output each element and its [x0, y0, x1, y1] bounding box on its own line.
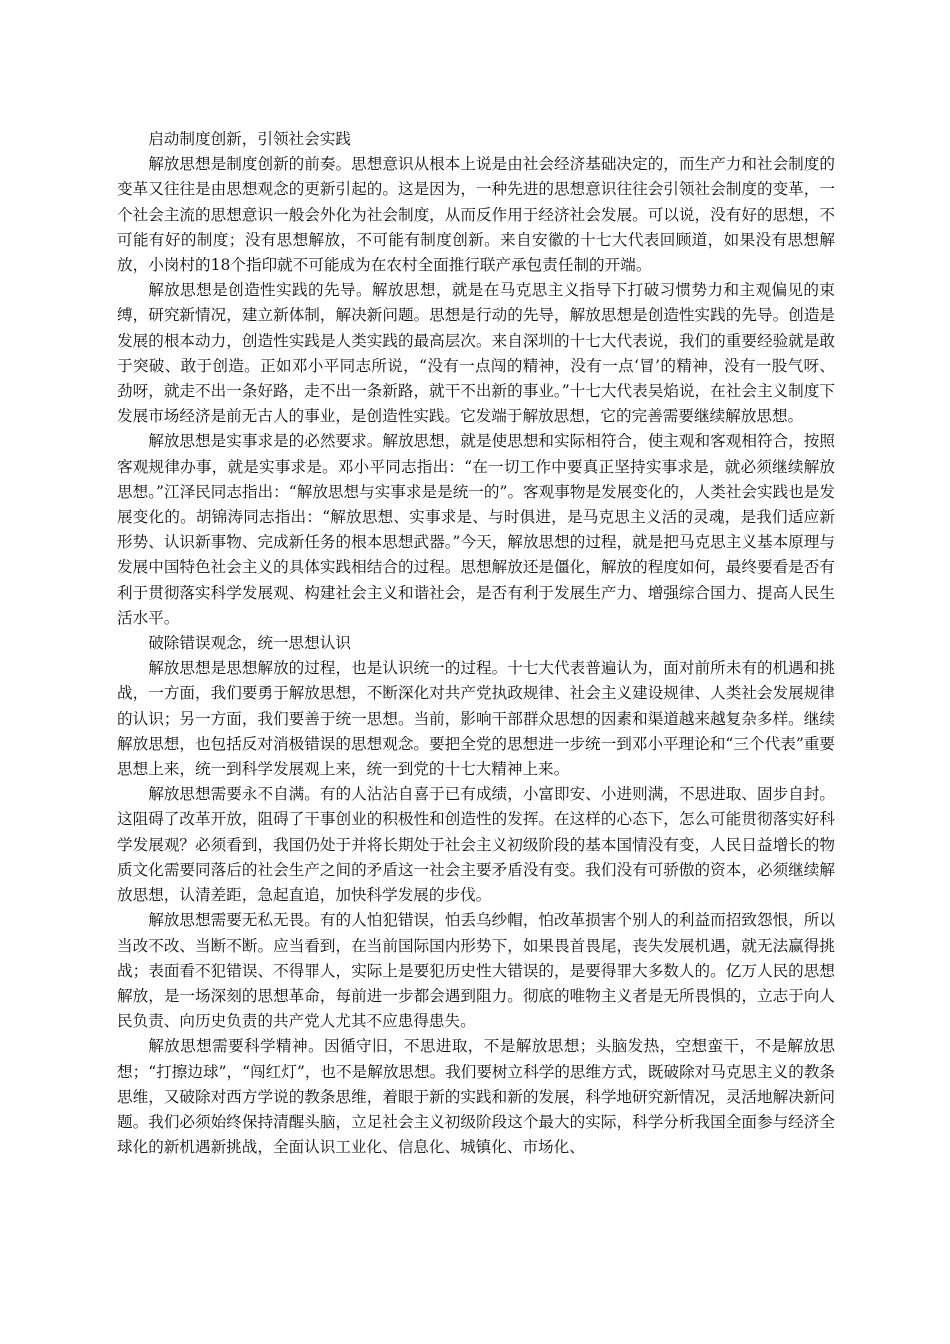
body-paragraph: 解放思想是制度创新的前奏。思想意识从根本上说是由社会经济基础决定的，而生产力和社会制度的变革又往往是由思想观念的更新引起的。这是因为，一种先进的思想意识往往会引领社会制度的变革，一个社会主流的思想意识一般会外化为社会制度，从而反作用于经济社会发展。可以说，没有好的思想，不可能有好的制度；没有思想解放，不可能有制度创新。来自安徽的十七大代表回顾道，如果没有思想解放，小岗村的18个指印就不可能成为在农村全面推行联产承包责任制的开端。	[117, 155, 835, 275]
body-paragraph: 解放思想需要永不自满。有的人沾沾自喜于已有成绩，小富即安、小进则满，不思进取、固步自封。这阻碍了改革开放，阻碍了干事创业的积极性和创造性的发挥。在这样的心态下，怎么可能贯彻落实好科学发展观？必须看到，我国仍处于并将长期处于社会主义初级阶段的基本国情没有变，人民日益增长的物质文化需要同落后的社会生产之间的矛盾这一社会主要矛盾没有变。我们没有可骄傲的资本，必须继续解放思想，认清差距，急起直追，加快科学发展的步伐。	[117, 785, 835, 905]
body-paragraph: 解放思想需要无私无畏。有的人怕犯错误，怕丢乌纱帽，怕改革损害个别人的利益而招致怨恨，所以当改不改、当断不断。应当看到，在当前国际国内形势下，如果畏首畏尾，丧失发展机遇，就无法赢得挑战；表面看不犯错误、不得罪人，实际上是要犯历史性大错误的，是要得罪大多数人的。亿万人民的思想解放，是一场深刻的思想革命，每前进一步都会遇到阻力。彻底的唯物主义者是无所畏惧的，立志于向人民负责、向历史负责的共产党人尤其不应患得患失。	[117, 911, 835, 1031]
body-paragraph: 解放思想需要科学精神。因循守旧，不思进取，不是解放思想；头脑发热，空想蛮干，不是解放思想；“打擦边球”，“闯红灯”，也不是解放思想。我们要树立科学的思维方式，既破除对马克思主义的教条思维，又破除对西方学说的教条思维，着眼于新的实践和新的发展，科学地研究新情况，灵活地解决新问题。我们必须始终保持清醒头脑，立足社会主义初级阶段这个最大的实际，科学分析我国全面参与经济全球化的新机遇新挑战，全面认识工业化、信息化、城镇化、市场化、	[117, 1037, 836, 1157]
body-paragraph: 解放思想是创造性实践的先导。解放思想，就是在马克思主义指导下打破习惯势力和主观偏见的束缚，研究新情况，建立新体制，解决新问题。思想是行动的先导，解放思想是创造性实践的先导。创造是发展的根本动力，创造性实践是人类实践的最高层次。来自深圳的十七大代表说，我们的重要经验就是敢于突破、敢于创造。正如邓小平同志所说，“没有一点闯的精神，没有一点‘冒’的精神，没有一股气呀、劲呀，就走不出一条好路，走不出一条新路，就干不出新的事业。”十七大代表吴焰说，在社会主义制度下发展市场经济是前无古人的事业，是创造性实践。它发端于解放思想，它的完善需要继续解放思想。	[117, 281, 835, 426]
section-heading: 启动制度创新，引领社会实践	[148, 130, 351, 148]
document-page	[117, 127, 835, 1160]
body-paragraph: 解放思想是实事求是的必然要求。解放思想，就是使思想和实际相符合，使主观和客观相符合，按照客观规律办事，就是实事求是。邓小平同志指出：“在一切工作中要真正坚持实事求是，就必须继续解放思想。”江泽民同志指出：“解放思想与实事求是是统一的”。客观事物是发展变化的，人类社会实践也是发展变化的。胡锦涛同志指出：“解放思想、实事求是、与时俱进，是马克思主义活的灵魂，是我们适应新形势、认识新事物、完成新任务的根本思想武器。”今天，解放思想的过程，就是把马克思主义基本原理与发展中国特色社会主义的具体实践相结合的过程。思想解放还是僵化，解放的程度如何，最终要看是否有利于贯彻落实科学发展观、构建社会主义和谐社会，是否有利于发展生产力、增强综合国力、提高人民生活水平。	[117, 432, 835, 627]
section-heading: 破除错误观念，统一思想认识	[148, 634, 351, 653]
body-paragraph: 解放思想是思想解放的过程，也是认识统一的过程。十七大代表普遍认为，面对前所未有的机遇和挑战，一方面，我们要勇于解放思想，不断深化对共产党执政规律、社会主义建设规律、人类社会发展规律的认识；另一方面，我们要善于统一思想。当前，影响干部群众思想的因素和渠道越来越复杂多样。继续解放思想，也包括反对消极错误的思想观念。要把全党的思想进一步统一到邓小平理论和“三个代表”重要思想上来，统一到科学发展观上来，统一到党的十七大精神上来。	[117, 659, 835, 779]
